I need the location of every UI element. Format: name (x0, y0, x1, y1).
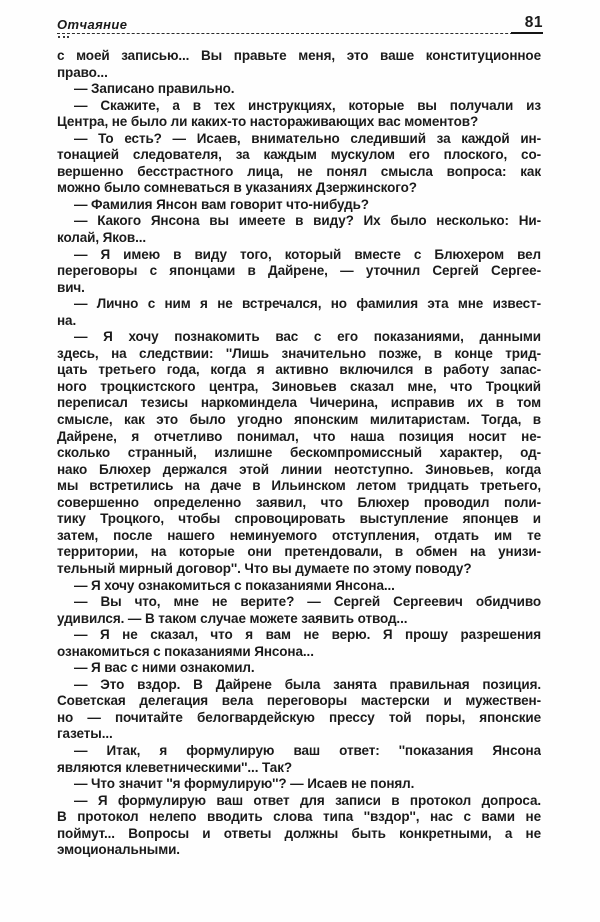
text-line: нако Блюхер держался этой линии неотступно. Зиновьев, когда (57, 461, 541, 477)
page-number: 81 (524, 14, 543, 31)
text-line: — Я хочу познакомить вас с его показаниями, данными (74, 329, 541, 345)
text-line: цать третьего года, когда я активно включился в работу запас- (57, 362, 541, 378)
text-line: — Я хочу ознакомиться с показаниями Янсона... (74, 577, 395, 593)
text-line: — Вы что, мне не верите? — Сергей Сергеевич обидчиво (74, 594, 541, 610)
text-line: — Записано правильно. (74, 81, 235, 97)
text-line: мы встретились на даче в Ильинском летом тридцать третьего, (57, 478, 541, 494)
text-line: можно было сомневаться в указаниях Дзержинского? (57, 180, 417, 196)
text-line: эмоциональными. (57, 842, 180, 858)
text-line: — Что значит ''я формулирую''? — Исаев не понял. (74, 776, 415, 792)
text-line: ного троцкистского центра, Зиновьев сказал мне, что Троцкий (57, 378, 541, 394)
text-line: затем, после нашего неминуемого отступления, отдать им те (57, 527, 541, 543)
text-line: вершенно бесстрастного лица, не понял смысла вопроса: как (57, 163, 541, 179)
running-header (57, 14, 543, 32)
text-line: совершенно определенно заявил, что Блюхер проводил поли- (57, 494, 541, 510)
text-line: Дайрене, я отчетливо понимал, что наша позиция носит не- (57, 428, 541, 444)
text-line: ознакомиться с показаниями Янсона... (57, 643, 314, 659)
text-line: но — почитайте белогвардейскую прессу той поры, японские (57, 709, 541, 725)
running-header-title: Отчаяние (57, 17, 128, 32)
text-line: право... (57, 64, 108, 80)
text-line: тонацией следователя, за каждым мускулом его плоского, со- (57, 147, 541, 163)
text-line: вич. (57, 279, 85, 295)
text-line: Центра, не было ли каких-то настораживающих вас моментов? (57, 114, 479, 130)
text-line: — Я не сказал, что я вам не верю. Я прошу разрешения (74, 627, 541, 643)
text-line: — Фамилия Янсон вам говорит что-нибудь? (74, 196, 369, 212)
text-line: — Скажите, а в тех инструкциях, которые вы получали из (74, 97, 541, 113)
text-line: — Я формулирую ваш ответ для записи в протокол допроса. (74, 792, 541, 808)
text-line: тику Троцкого, чтобы спровоцировать выступление японцев и (57, 511, 541, 527)
text-line: сколько странный, излишне бескомпромиссный характер, од- (57, 445, 541, 461)
text-line: В протокол нелепо вводить слова типа ''вздор'', нас с вами не (57, 809, 541, 825)
text-line: здесь, на следствии: ''Лишь значительно позже, в конце трид- (57, 345, 541, 361)
text-line: — Я вас с ними ознакомил. (74, 660, 255, 676)
text-line: являются клеветническими''... Так? (57, 759, 293, 775)
text-line: на. (57, 312, 77, 328)
text-line: с моей записью... Вы правьте меня, это ваше конституционное (57, 48, 541, 63)
text-line: территории, на которые они претендовали, в обмен на унизи- (57, 544, 541, 560)
text-line: поймут... Вопросы и ответы должны быть конкретными, а не (57, 825, 541, 841)
text-line: переписал тезисы наркоминдела Чичерина, исправив их в том (57, 395, 541, 411)
text-line: — То есть? — Исаев, внимательно следивший за каждой ин- (74, 130, 541, 146)
text-line: — Какого Янсона вы имеете в виду? Их было несколько: Ни- (74, 213, 541, 229)
text-line: смысле, как это было угодно японским милитаристам. Тогда, в (57, 412, 541, 428)
text-line: Советская делегация вела переговоры мастерски и мужествен- (57, 693, 541, 709)
header-rule-dashed (57, 33, 543, 34)
text-line: газеты... (57, 726, 113, 742)
header-rule-solid (511, 32, 543, 34)
text-block (57, 48, 541, 859)
text-line: удивился. — В таком случае можете заявить отвод... (57, 610, 408, 626)
text-line: колай, Яков... (57, 230, 147, 246)
text-line: тельный мирный договор''. Что вы думаете по этому поводу? (57, 560, 472, 576)
text-line: — Лично с ним я не встречался, но фамилия эта мне извест- (74, 296, 541, 312)
text-line: — Это вздор. В Дайрене была занята правильная позиция. (74, 676, 541, 692)
text-line: — Я имею в виду того, который вместе с Блюхером вел (74, 246, 541, 262)
text-line: — Итак, я формулирую ваш ответ: ''показания Янсона (74, 742, 541, 758)
text-line: переговоры с японцами в Дайрене, — уточнил Сергей Сергее- (57, 263, 541, 279)
title-underline-dots (58, 36, 69, 38)
